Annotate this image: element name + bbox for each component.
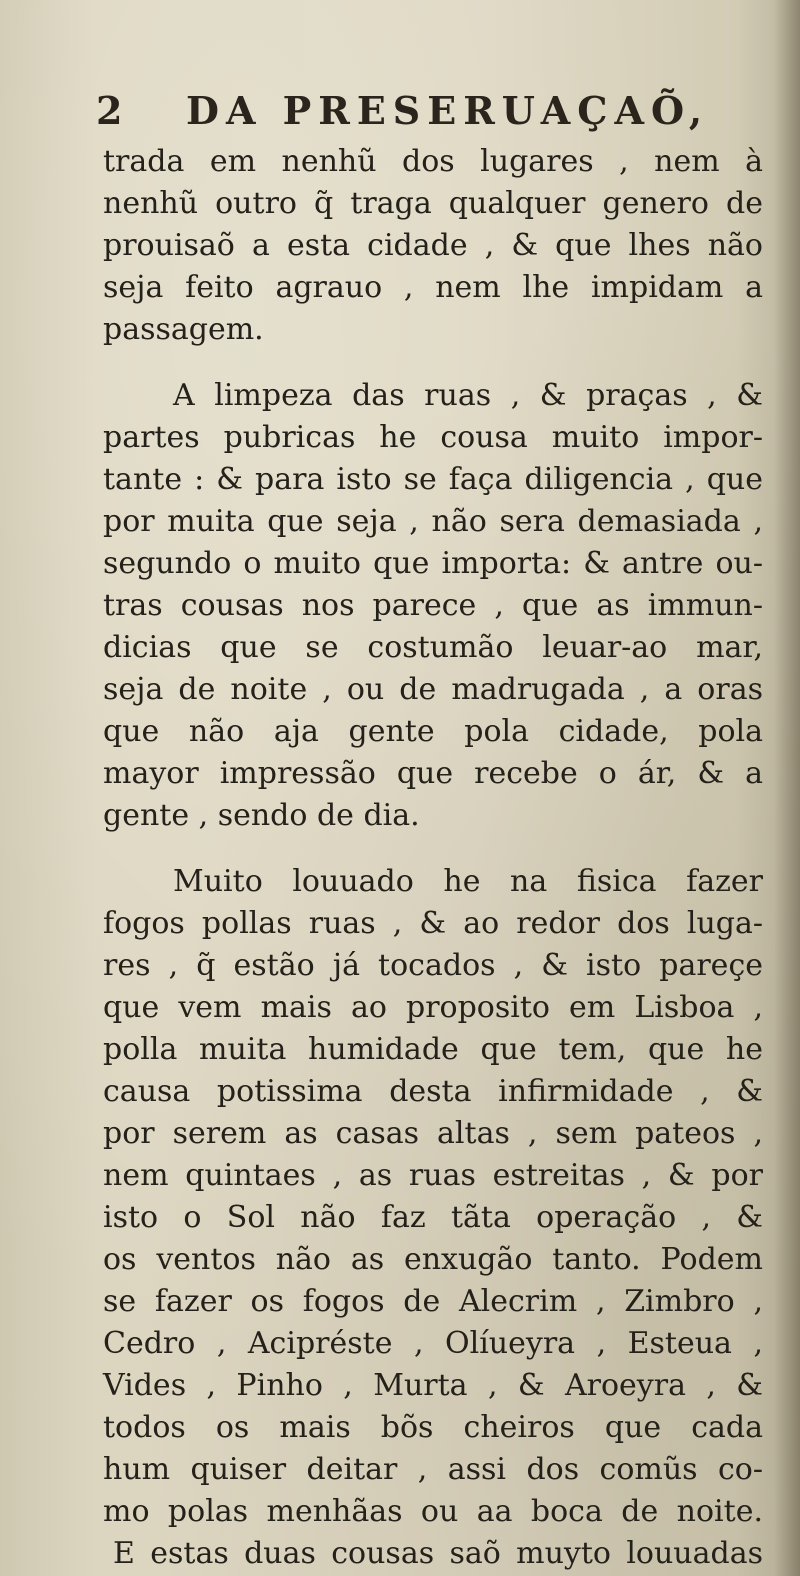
text-line: nem quintaes , as ruas estreitas , & por <box>103 1158 763 1193</box>
running-title: DA PRESERUAÇAÕ, <box>186 88 710 133</box>
text-line: seja de noite , ou de madrugada , a oras <box>103 672 763 707</box>
text-line: que vem mais ao proposito em Lisboa , <box>103 990 763 1025</box>
text-line: A limpeza das ruas , & praças , & <box>173 378 763 413</box>
running-head <box>96 88 756 133</box>
text-line: E estas duas cousas saõ muyto louuadas <box>113 1536 763 1571</box>
text-line: tante : & para isto se faça diligencia , que <box>103 462 763 497</box>
text-line: fogos pollas ruas , & ao redor dos luga- <box>103 906 763 941</box>
text-line: seja feito agrauo , nem lhe impidam a <box>103 270 763 305</box>
text-line: tras cousas nos parece , que as immun- <box>103 588 763 623</box>
text-line: Cedro , Acipréste , Olíueyra , Esteua , <box>103 1326 763 1361</box>
text-line: Muito louuado he na fisica fazer <box>173 864 763 899</box>
text-line: mayor impressão que recebe o ár, & a <box>103 756 763 791</box>
text-line: os ventos não as enxugão tanto. Podem <box>103 1242 763 1277</box>
text-line: partes pubricas he cousa muito impor- <box>103 420 763 455</box>
text-line: Vides , Pinho , Murta , & Aroeyra , & <box>103 1368 763 1403</box>
text-line: prouisaõ a esta cidade , & que lhes não <box>103 228 763 263</box>
text-line: trada em nenhũ dos lugares , nem à <box>103 144 763 179</box>
text-line: dicias que se costumão leuar-ao mar, <box>103 630 763 665</box>
text-line: que não aja gente pola cidade, pola <box>103 714 763 749</box>
text-line: res , q̃ estão já tocados , & isto pareçe <box>103 948 763 983</box>
text-line: por serem as casas altas , sem pateos , <box>103 1116 763 1151</box>
text-line: se fazer os fogos de Alecrim , Zimbro , <box>103 1284 763 1319</box>
text-line: nenhũ outro q̃ traga qualquer genero de <box>103 186 763 221</box>
text-line: passagem. <box>103 312 264 347</box>
text-line: hum quiser deitar , assi dos comũs co- <box>103 1452 763 1487</box>
text-line: por muita que seja , não sera demasiada , <box>103 504 763 539</box>
text-line: gente , sendo de dia. <box>103 798 420 833</box>
text-line: mo polas menhãas ou aa boca de noite. <box>103 1494 763 1529</box>
text-line: todos os mais bõs cheiros que cada <box>103 1410 763 1445</box>
text-line: isto o Sol não faz tãta operação , & <box>103 1200 763 1235</box>
text-line: segundo o muito que importa: & antre ou- <box>103 546 763 581</box>
text-line: polla muita humidade que tem, que he <box>103 1032 763 1067</box>
page-number: 2 <box>96 88 125 133</box>
text-line: causa potissima desta infirmidade , & <box>103 1074 763 1109</box>
page-edge-shadow <box>774 0 800 1576</box>
